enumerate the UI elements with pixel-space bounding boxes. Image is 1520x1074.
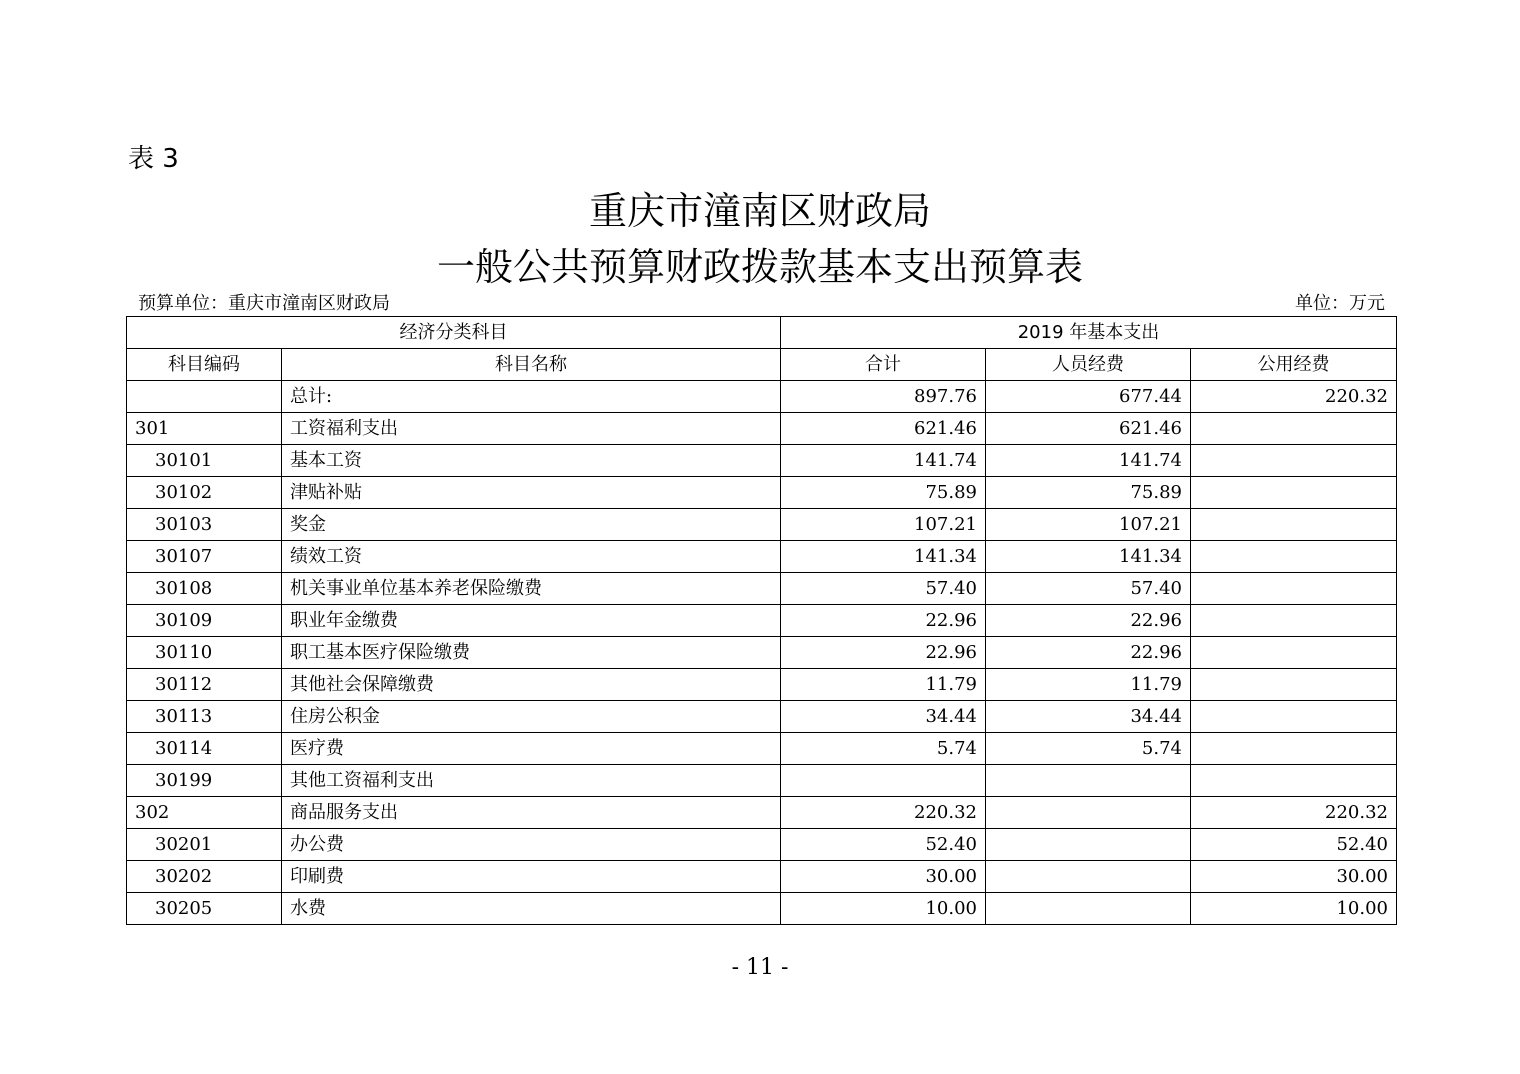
public-amount (1191, 605, 1397, 637)
table-row (127, 829, 1397, 861)
header-personnel-expenses: 人员经费 (986, 349, 1191, 381)
table-row (127, 541, 1397, 573)
table-row (127, 669, 1397, 701)
total-amount: 621.46 (781, 413, 986, 445)
public-amount (1191, 541, 1397, 573)
personnel-amount: 141.34 (986, 541, 1191, 573)
public-amount: 220.32 (1191, 797, 1397, 829)
total-amount: 30.00 (781, 861, 986, 893)
personnel-amount (986, 861, 1191, 893)
table-row (127, 605, 1397, 637)
total-amount: 107.21 (781, 509, 986, 541)
total-amount: 52.40 (781, 829, 986, 861)
personnel-amount: 5.74 (986, 733, 1191, 765)
table-row (127, 477, 1397, 509)
public-amount (1191, 509, 1397, 541)
table-row (127, 637, 1397, 669)
subject-name: 总计: (282, 381, 781, 413)
total-amount: 897.76 (781, 381, 986, 413)
subject-name: 工资福利支出 (282, 413, 781, 445)
subject-name: 奖金 (282, 509, 781, 541)
document-title-line-2: 一般公共预算财政拨款基本支出预算表 (436, 245, 1083, 289)
table-row (127, 861, 1397, 893)
table-label: 表 3 (128, 144, 179, 174)
total-amount: 141.74 (781, 445, 986, 477)
personnel-amount: 22.96 (986, 637, 1191, 669)
table-row (127, 797, 1397, 829)
subject-code: 302 (127, 797, 282, 829)
header-subject-name: 科目名称 (282, 349, 781, 381)
personnel-amount (986, 893, 1191, 925)
personnel-amount (986, 829, 1191, 861)
subject-name: 职工基本医疗保险缴费 (282, 637, 781, 669)
public-amount (1191, 669, 1397, 701)
subject-name: 津贴补贴 (282, 477, 781, 509)
table-row (127, 573, 1397, 605)
total-amount: 141.34 (781, 541, 986, 573)
table-row (127, 765, 1397, 797)
subject-code: 30114 (127, 733, 282, 765)
header-economic-classification: 经济分类科目 (127, 317, 781, 349)
total-amount: 10.00 (781, 893, 986, 925)
subject-code: 30103 (127, 509, 282, 541)
public-amount: 10.00 (1191, 893, 1397, 925)
personnel-amount (986, 797, 1191, 829)
personnel-amount: 22.96 (986, 605, 1191, 637)
header-column-row (127, 349, 1397, 381)
subject-name: 印刷费 (282, 861, 781, 893)
budget-unit: 预算单位：重庆市潼南区财政局 (138, 293, 390, 314)
subject-code: 30202 (127, 861, 282, 893)
subject-code: 301 (127, 413, 282, 445)
public-amount (1191, 701, 1397, 733)
subject-code (127, 381, 282, 413)
total-amount: 22.96 (781, 637, 986, 669)
subject-name: 基本工资 (282, 445, 781, 477)
subject-name: 绩效工资 (282, 541, 781, 573)
total-amount: 5.74 (781, 733, 986, 765)
subject-code: 30199 (127, 765, 282, 797)
personnel-amount: 621.46 (986, 413, 1191, 445)
table-row (127, 733, 1397, 765)
personnel-amount: 107.21 (986, 509, 1191, 541)
header-group-row (127, 317, 1397, 349)
subject-code: 30205 (127, 893, 282, 925)
subject-name: 办公费 (282, 829, 781, 861)
subject-name: 职业年金缴费 (282, 605, 781, 637)
public-amount (1191, 733, 1397, 765)
public-amount (1191, 445, 1397, 477)
personnel-amount: 141.74 (986, 445, 1191, 477)
public-amount (1191, 477, 1397, 509)
table-row (127, 413, 1397, 445)
total-amount (781, 765, 986, 797)
total-amount: 75.89 (781, 477, 986, 509)
subject-name: 水费 (282, 893, 781, 925)
public-amount (1191, 637, 1397, 669)
total-amount: 34.44 (781, 701, 986, 733)
subject-code: 30107 (127, 541, 282, 573)
public-amount: 30.00 (1191, 861, 1397, 893)
total-amount: 22.96 (781, 605, 986, 637)
personnel-amount: 34.44 (986, 701, 1191, 733)
subject-name: 住房公积金 (282, 701, 781, 733)
subject-code: 30109 (127, 605, 282, 637)
personnel-amount: 11.79 (986, 669, 1191, 701)
subject-name: 其他社会保障缴费 (282, 669, 781, 701)
subject-code: 30110 (127, 637, 282, 669)
public-amount (1191, 413, 1397, 445)
subject-code: 30113 (127, 701, 282, 733)
personnel-amount: 75.89 (986, 477, 1191, 509)
total-amount: 57.40 (781, 573, 986, 605)
header-total: 合计 (781, 349, 986, 381)
table-row (127, 893, 1397, 925)
public-amount: 52.40 (1191, 829, 1397, 861)
subject-name: 商品服务支出 (282, 797, 781, 829)
subject-code: 30108 (127, 573, 282, 605)
table-row (127, 509, 1397, 541)
total-amount: 220.32 (781, 797, 986, 829)
personnel-amount (986, 765, 1191, 797)
header-public-expenses: 公用经费 (1191, 349, 1397, 381)
currency-unit: 单位：万元 (1295, 293, 1385, 314)
public-amount (1191, 765, 1397, 797)
subject-code: 30101 (127, 445, 282, 477)
table-row (127, 701, 1397, 733)
subject-code: 30201 (127, 829, 282, 861)
public-amount (1191, 573, 1397, 605)
header-basic-expenditure: 2019 年基本支出 (781, 317, 1397, 349)
public-amount: 220.32 (1191, 381, 1397, 413)
subject-code: 30102 (127, 477, 282, 509)
subject-code: 30112 (127, 669, 282, 701)
personnel-amount: 677.44 (986, 381, 1191, 413)
header-subject-code: 科目编码 (127, 349, 282, 381)
document-title-line-1: 重庆市潼南区财政局 (588, 189, 931, 233)
total-amount: 11.79 (781, 669, 986, 701)
budget-table (126, 316, 1397, 925)
subject-name: 其他工资福利支出 (282, 765, 781, 797)
page-number: - 11 - (731, 955, 789, 980)
personnel-amount: 57.40 (986, 573, 1191, 605)
table-row (127, 445, 1397, 477)
table-row (127, 381, 1397, 413)
subject-name: 医疗费 (282, 733, 781, 765)
subject-name: 机关事业单位基本养老保险缴费 (282, 573, 781, 605)
